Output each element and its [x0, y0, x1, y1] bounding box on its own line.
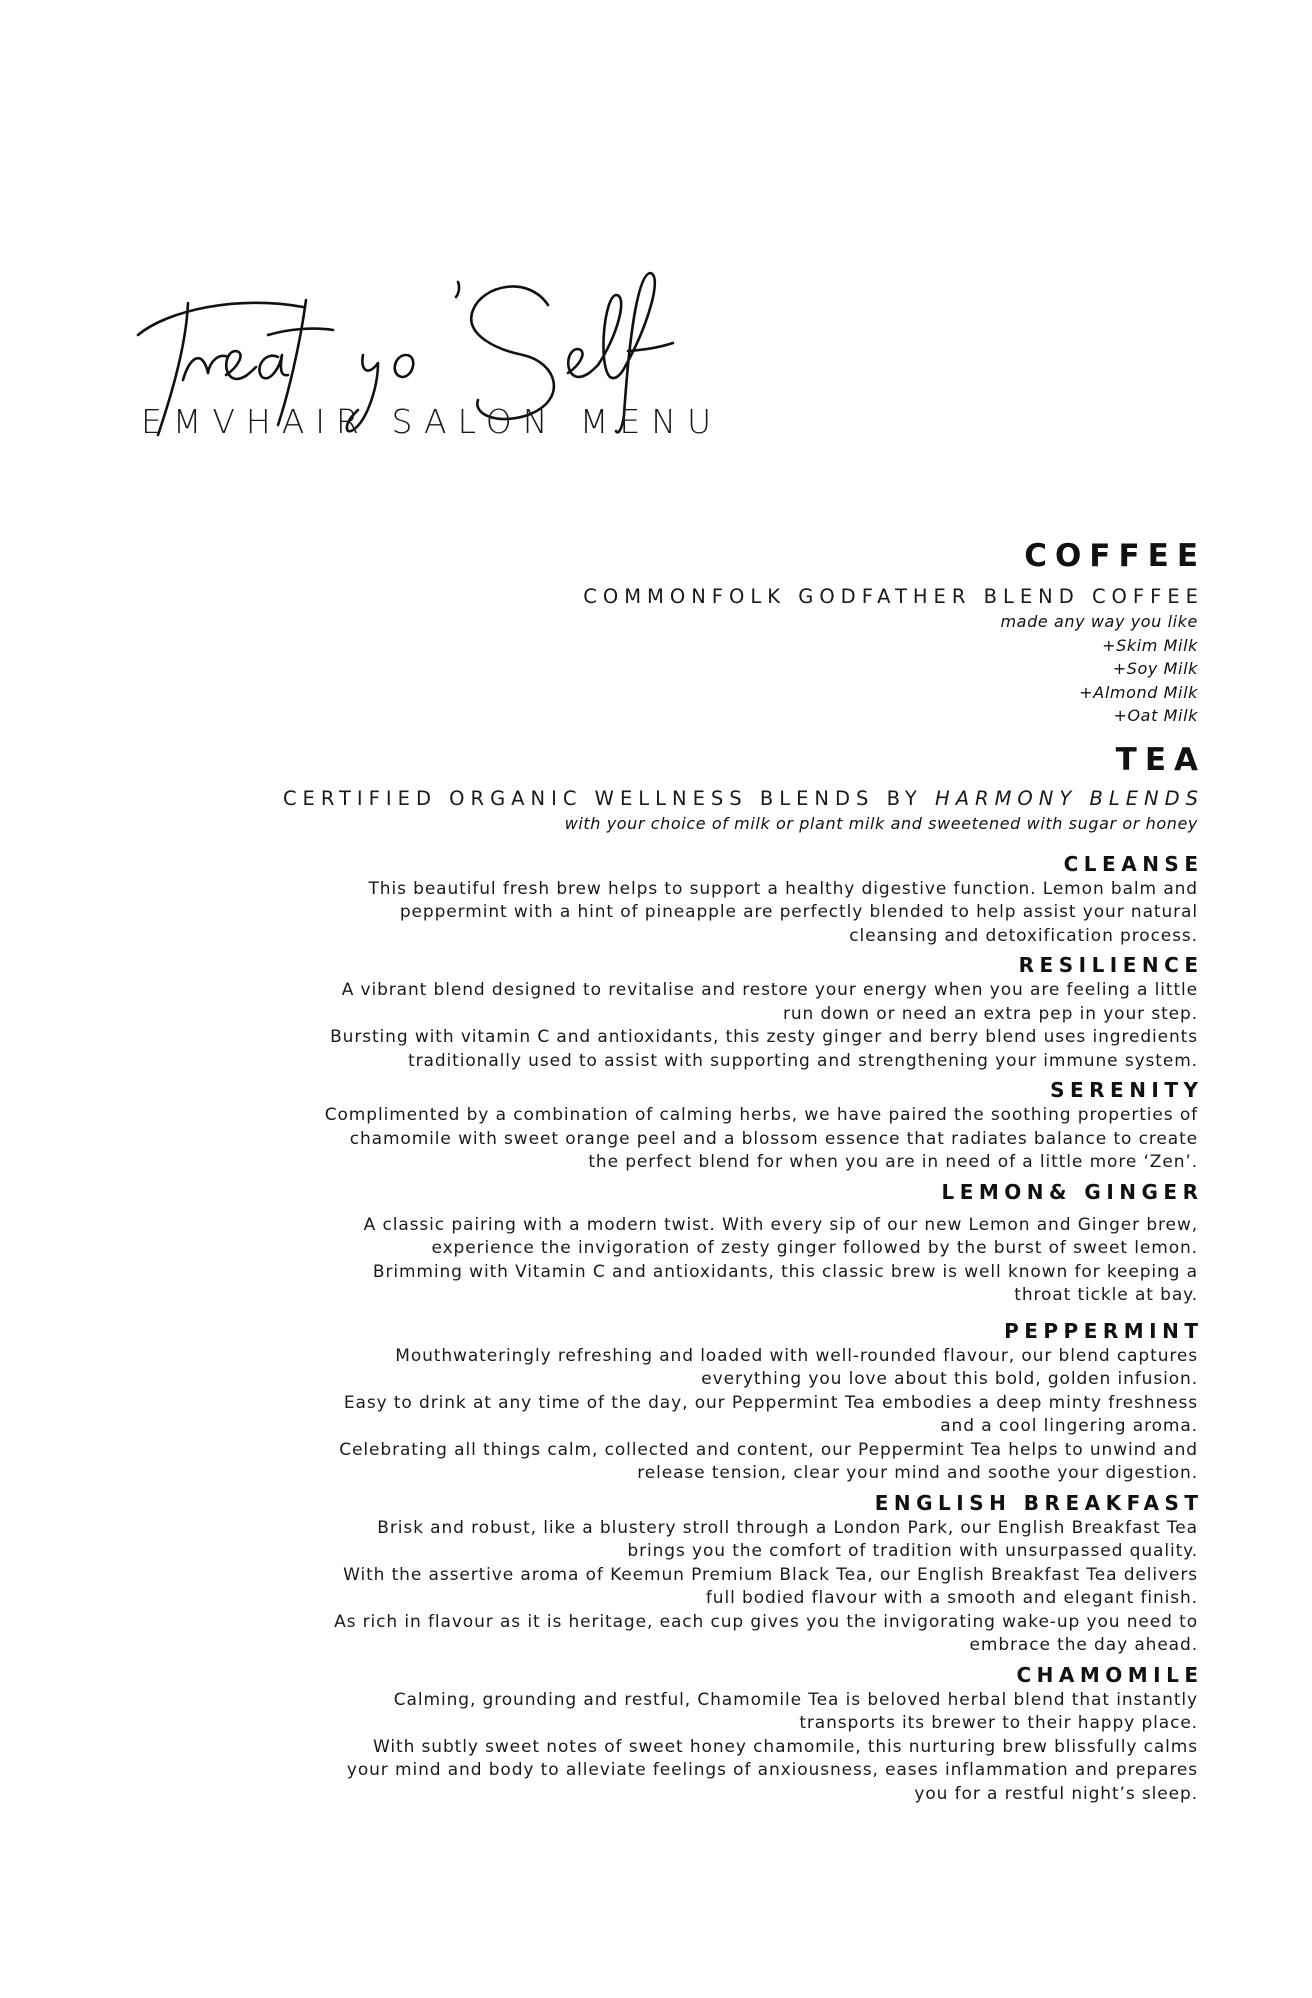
description-line: This beautiful fresh brew helps to support a healthy digestive function. Lemon balm and: [368, 878, 1198, 899]
tea-heading: TEA: [1115, 741, 1206, 778]
description-line: the perfect blend for when you are in need of a little more ‘Zen’.: [588, 1152, 1198, 1173]
tea-blend-name: LEMON& GINGER: [941, 1179, 1204, 1204]
description-line: Complimented by a combination of calming herbs, we have paired the soothing properties of: [324, 1105, 1198, 1126]
description-line: traditionally used to assist with supporting and strengthening your immune system.: [408, 1050, 1198, 1071]
tea-blend-description: [278, 979, 1198, 1073]
milk-option: +Soy Milk: [1112, 659, 1198, 679]
milk-option: +Oat Milk: [1113, 706, 1198, 726]
tea-blend-name: CLEANSE: [1063, 851, 1204, 876]
description-line: Mouthwateringly refreshing and loaded with well-rounded flavour, our blend captures: [395, 1345, 1198, 1366]
tea-blend-description: [278, 1214, 1198, 1308]
tea-blend-item: [278, 1662, 1204, 1807]
tea-blend-item: [278, 1490, 1204, 1658]
description-line: With the assertive aroma of Keemun Premium Black Tea, our English Breakfast Tea delivers: [343, 1564, 1198, 1585]
description-line: experience the invigoration of zesty ginger followed by the burst of sweet lemon.: [431, 1238, 1198, 1259]
description-line: you for a restful night’s sleep.: [914, 1783, 1198, 1804]
tea-blend-description: [278, 878, 1198, 949]
description-line: With subtly sweet notes of sweet honey chamomile, this nurturing brew blissfully calms: [373, 1736, 1198, 1757]
description-line: As rich in flavour as it is heritage, each cup gives you the invigorating wake-up you need to: [334, 1611, 1198, 1632]
description-line: cleansing and detoxification process.: [849, 925, 1198, 946]
description-line: everything you love about this bold, golden infusion.: [701, 1369, 1198, 1390]
description-line: Brisk and robust, like a blustery stroll through a London Park, our English Breakfast Tea: [377, 1517, 1198, 1538]
description-line: peppermint with a hint of pineapple are perfectly blended to help assist your natural: [399, 902, 1198, 923]
description-line: Brimming with Vitamin C and antioxidants, this classic brew is well known for keeping a: [372, 1261, 1198, 1282]
tea-blend-name: ENGLISH BREAKFAST: [874, 1490, 1204, 1515]
tea-blend-item: [278, 1077, 1204, 1175]
description-line: your mind and body to alleviate feelings of anxiousness, eases inflammation and prepares: [346, 1760, 1198, 1781]
tea-note: with your choice of milk or plant milk and sweetened with sugar or honey: [564, 814, 1198, 834]
tea-blend-description: [278, 1689, 1198, 1807]
tea-product-prefix: CERTIFIED ORGANIC WELLNESS BLENDS BY: [282, 787, 923, 811]
tea-blend-description: [278, 1104, 1198, 1175]
milk-option: +Skim Milk: [1102, 635, 1198, 655]
tea-blend-name: PEPPERMINT: [1004, 1318, 1204, 1343]
coffee-note: made any way you like: [1000, 612, 1198, 632]
description-line: Calming, grounding and restful, Chamomile Tea is beloved herbal blend that instantly: [393, 1689, 1198, 1710]
tea-blend-description: [278, 1345, 1198, 1486]
tea-blend-name: SERENITY: [1050, 1078, 1204, 1103]
description-line: Easy to drink at any time of the day, our Peppermint Tea embodies a deep minty freshness: [343, 1392, 1198, 1413]
milk-option: +Almond Milk: [1079, 682, 1198, 702]
tea-blend-name: RESILIENCE: [1018, 953, 1204, 978]
description-line: transports its brewer to their happy place.: [799, 1713, 1198, 1734]
salon-menu-subtitle: EMVHAIR SALON MENU: [141, 402, 723, 441]
description-line: release tension, clear your mind and soothe your digestion.: [637, 1463, 1198, 1484]
tea-blend-item: [278, 952, 1204, 1073]
menu-column: [278, 538, 1206, 1806]
description-line: A vibrant blend designed to revitalise and restore your energy when you are feeling a little: [341, 980, 1198, 1001]
coffee-product: COMMONFOLK GODFATHER BLEND COFFEE: [583, 585, 1204, 609]
description-line: Celebrating all things calm, collected and content, our Peppermint Tea helps to unwind and: [339, 1439, 1198, 1460]
tea-blend-name: CHAMOMILE: [1016, 1662, 1204, 1687]
tea-product: [278, 785, 1204, 812]
tea-blend-item: [278, 851, 1204, 949]
description-line: run down or need an extra pep in your step.: [782, 1003, 1198, 1024]
description-line: embrace the day ahead.: [969, 1635, 1198, 1656]
description-line: throat tickle at bay.: [1014, 1285, 1198, 1306]
description-line: chamomile with sweet orange peel and a blossom essence that radiates balance to create: [349, 1128, 1198, 1149]
description-line: A classic pairing with a modern twist. With every sip of our new Lemon and Ginger brew,: [363, 1214, 1198, 1235]
tea-section: [278, 741, 1206, 1806]
description-line: brings you the comfort of tradition with unsurpassed quality.: [627, 1541, 1198, 1562]
tea-product-brand: HARMONY BLENDS: [935, 787, 1204, 811]
description-line: and a cool lingering aroma.: [940, 1416, 1198, 1437]
description-line: Bursting with vitamin C and antioxidants, this zesty ginger and berry blend uses ingredients: [330, 1027, 1198, 1048]
description-line: full bodied flavour with a smooth and elegant finish.: [705, 1588, 1198, 1609]
tea-blend-item: [278, 1179, 1204, 1308]
tea-blend-description: [278, 1517, 1198, 1658]
coffee-section: [278, 538, 1206, 728]
tea-blends-list: [278, 851, 1204, 1807]
coffee-heading: COFFEE: [1024, 538, 1206, 574]
tea-blend-item: [278, 1318, 1204, 1486]
